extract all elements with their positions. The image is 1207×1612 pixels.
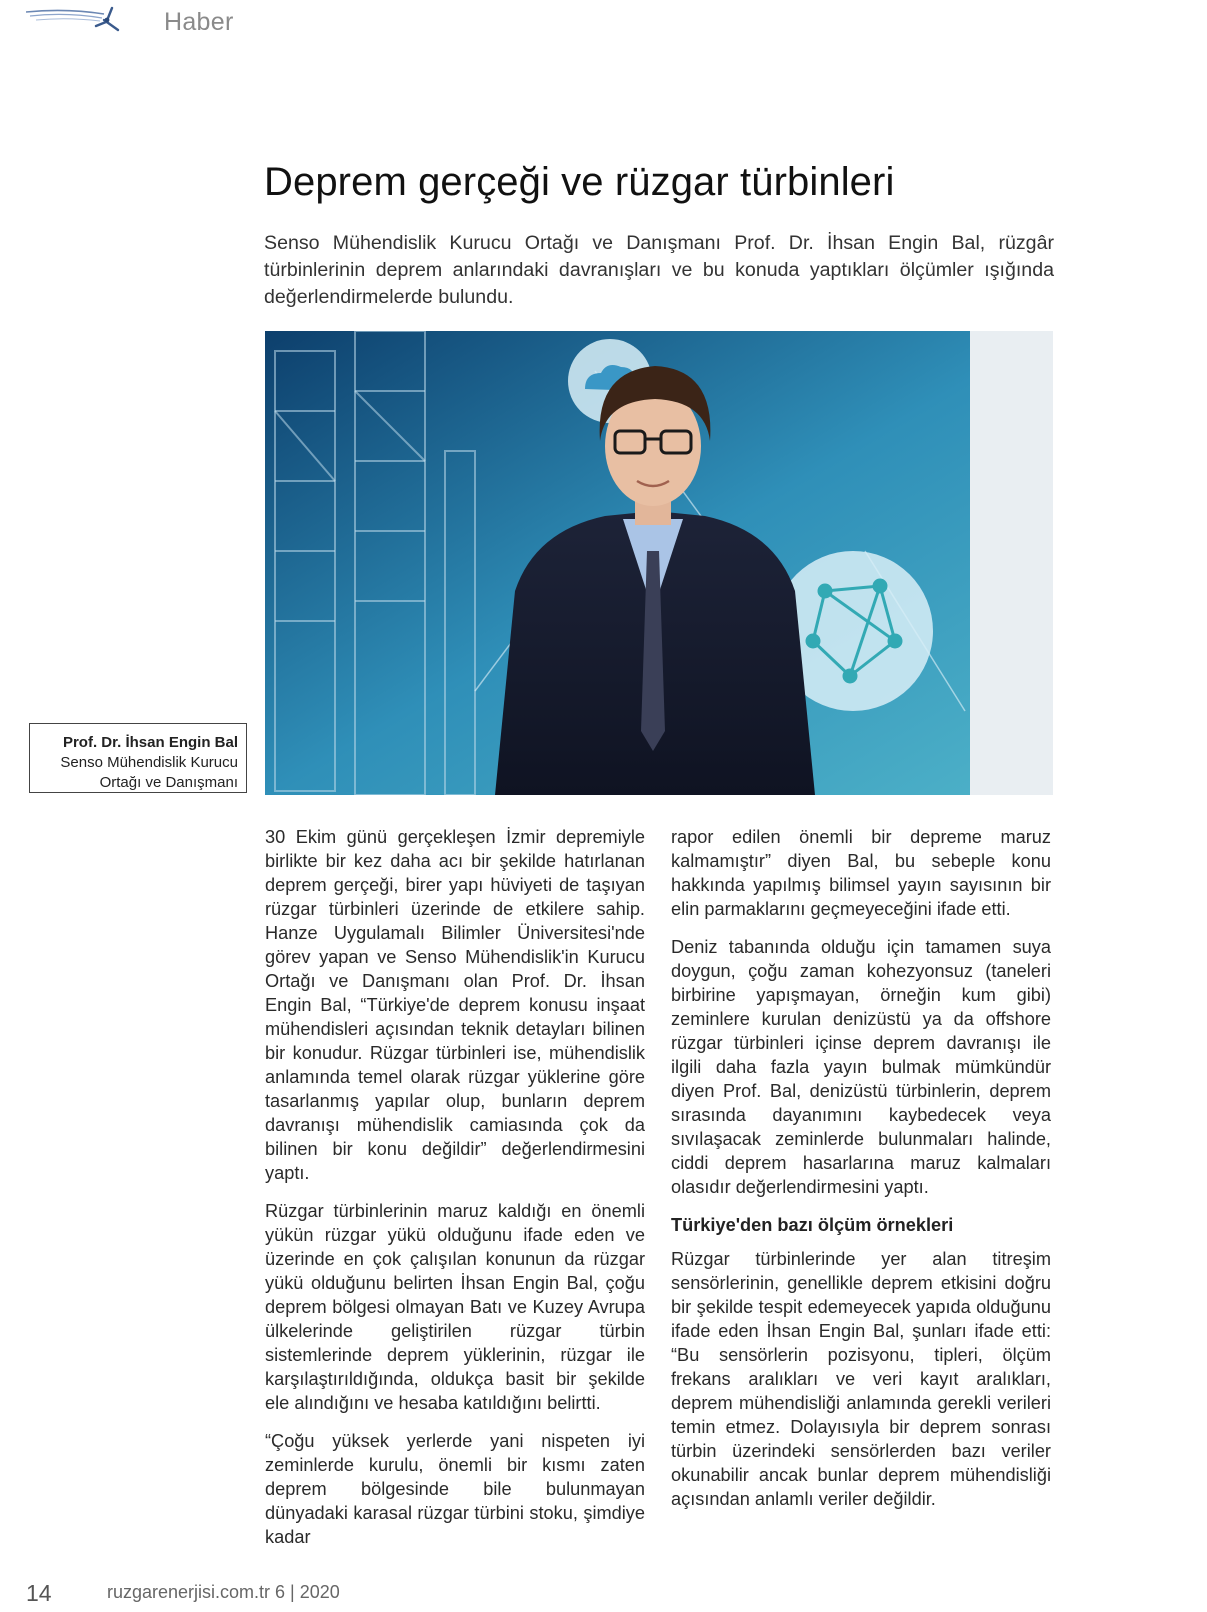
wind-turbine-logo-icon [26,6,126,36]
portrait-photo [265,331,1053,795]
article-lead: Senso Mühendislik Kurucu Ortağı ve Danışmanı Prof. Dr. İhsan Engin Bal, rüzgâr türbinlerinin deprem anlarındaki davranışları ve bu konuda yaptıkları ölçümler ışığında değerlendirmelerde bulundu. [264,232,1054,308]
section-label: Haber [164,8,234,36]
article-column-left [265,825,645,1563]
body-paragraph: 30 Ekim günü gerçekleşen İzmir depremiyle birlikte bir kez daha acı bir şekilde hatırlanan deprem gerçeği, birer yapı hüviyeti de taşıyan rüzgar türbinleri üzerinde de etkilere sahip. Hanze Uygulamalı Bilimler Üniversitesi'nde görev yapan ve Senso Mühendislik'in Kurucu Ortağı ve Danışmanı olan Prof. Dr. İhsan Engin Bal, “Türkiye'de deprem konusu inşaat mühendisleri açısından teknik detayları bilinen bir konudur. Rüzgar türbinleri ise, mühendislik anlamında temel olarak rüzgar yüklerine göre tasarlanmış yapılar olup, bunların deprem davranışı mühendislik camiasında çok da bilinen bir konu değildir” değerlendirmesini yaptı. [265,827,645,1183]
body-paragraph: Deniz tabanında olduğu için tamamen suya doygun, çoğu zaman kohezyonsuz (taneleri birbirine yapışmayan, örneğin kum gibi) zeminlere kurulan denizüstü ya da offshore rüzgar türbinleri içinse deprem davranışı ile ilgili daha fazla yayın bulmak mümkündür diyen Prof. Bal, denizüstü türbinlerin, deprem sırasında dayanımını kaybedecek veya sıvılaşacak zeminlerde bulunmaları halinde, ciddi deprem hasarlarına maruz kalmaları olasıdır değerlendirmesini yaptı. [671,937,1051,1197]
caption-name: Prof. Dr. İhsan Engin Bal [62,734,238,751]
body-paragraph: Rüzgar türbinlerinin maruz kaldığı en önemli yükün rüzgar yükü olduğunu ifade eden ve üzerinde en çok çalışılan konunun da rüzgar yükü olduğunu belirten İhsan Engin Bal, çoğu deprem bölgesi olmayan Batı ve Kuzey Avrupa ülkelerinde geliştirilen rüzgar türbin sistemlerinde deprem yüklerinin, rüzgar ile karşılaştırıldığında, oldukça basit bir şekilde ele alındığını ve hesaba katıldığını belirtti. [265,1201,645,1413]
article-column-right [671,825,1051,1525]
body-paragraph: Rüzgar türbinlerinde yer alan titreşim sensörlerinin, genellikle deprem etkisini doğru bir şekilde tespit edemeyecek yapıda olduğunu ifade eden İhsan Engin Bal, şunları ifade etti: “Bu sensörlerin pozisyonu, tipleri, ölçüm frekans aralıkları ve veri kayıt aralıkları, deprem mühendisliği anlamında gerekli verileri temin etmez. Dolayısıyla bir deprem sonrası türbin üzerindeki sensörlerden bazı veriler okunabilir ancak bunlar deprem mühendisliği açısından anlamlı veriler değildir. [671,1249,1051,1509]
caption-role-line2: Ortağı ve Danışmanı [99,774,238,791]
photo-caption [29,723,247,793]
caption-role-line1: Senso Mühendislik Kurucu [60,754,238,771]
article-title: Deprem gerçeği ve rüzgar türbinleri [264,160,895,204]
footer-site: ruzgarenerjisi.com.tr 6 | 2020 [107,1582,340,1602]
section-subheading: Türkiye'den bazı ölçüm örnekleri [671,1215,954,1235]
page-number: 14 [26,1580,52,1606]
body-paragraph: “Çoğu yüksek yerlerde yani nispeten iyi zeminlerde kurulu, önemli bir kısmı zaten deprem bölgesinde bile bulunmayan dünyadaki karasal rüzgar türbini stoku, şimdiye kadar [265,1431,645,1547]
body-paragraph: rapor edilen önemli bir depreme maruz kalmamıştır” diyen Bal, bu sebeple konu hakkında yapılmış bilimsel yayın sayısının bir elin parmaklarını geçmeyeceğini ifade etti. [671,827,1051,919]
